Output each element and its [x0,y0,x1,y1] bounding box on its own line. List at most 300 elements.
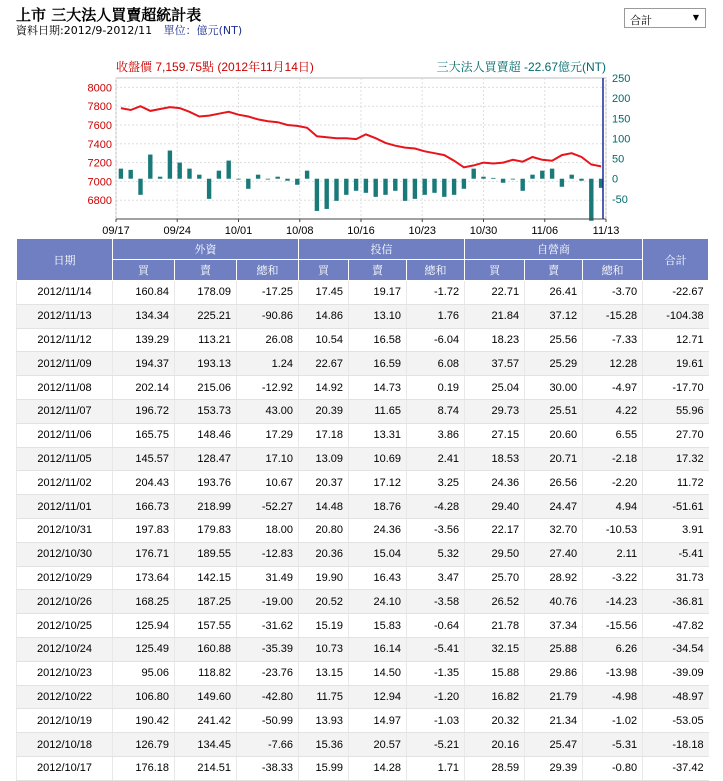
right-tick-label: 250 [612,73,631,85]
flow-bar [550,169,554,179]
row-cell: -7.66 [237,733,299,757]
row-cell: 11.75 [299,685,349,709]
row-cell: 106.80 [113,685,175,709]
row-cell: 13.10 [349,304,407,328]
flow-bar [158,177,162,179]
row-cell: 10.73 [299,637,349,661]
row-cell: 1.76 [407,304,465,328]
flow-bar [491,178,495,179]
row-cell: 20.39 [299,399,349,423]
row-cell: 149.60 [175,685,237,709]
row-cell: -0.64 [407,614,465,638]
flow-bar [501,179,505,183]
investor-type-select[interactable] [624,8,706,28]
row-cell: 27.40 [525,542,583,566]
row-cell: 12.71 [643,328,709,352]
row-cell: 95.06 [113,661,175,685]
stats-table [16,238,709,781]
row-cell: 19.17 [349,281,407,305]
row-cell: -0.80 [583,756,643,780]
row-cell: 218.99 [175,495,237,519]
row-cell: -15.56 [583,614,643,638]
x-tick-label: 10/23 [408,225,437,234]
row-cell: 6.26 [583,637,643,661]
flow-bar [344,179,348,195]
row-cell: -90.86 [237,304,299,328]
row-cell: 194.37 [113,352,175,376]
flow-bar [589,179,593,221]
row-cell: 25.70 [465,566,525,590]
row-cell: -19.00 [237,590,299,614]
row-cell: 139.29 [113,328,175,352]
row-cell: -13.98 [583,661,643,685]
left-tick-label: 7400 [87,138,112,151]
flow-bar [217,171,221,179]
row-cell: 128.47 [175,447,237,471]
row-cell: 4.22 [583,399,643,423]
row-date: 2012/10/22 [17,685,113,709]
row-cell: 5.32 [407,542,465,566]
table-row [17,471,709,495]
row-cell: 20.32 [465,709,525,733]
table-row [17,447,709,471]
col-foreign-net: 總和 [237,260,299,281]
table-row [17,756,709,780]
table-row [17,637,709,661]
flow-bar [197,175,201,179]
flow-bar [276,177,280,179]
row-cell: -42.80 [237,685,299,709]
table-row [17,590,709,614]
left-tick-label: 7200 [87,157,112,170]
flow-bar [423,179,427,195]
price-label: 收盤價 7,159.75點 (2012年11月14日) [116,60,314,74]
table-row [17,542,709,566]
row-date: 2012/10/18 [17,733,113,757]
flow-bar [481,177,485,179]
flow-bar [187,169,191,179]
row-cell: 28.59 [465,756,525,780]
row-cell: 17.29 [237,423,299,447]
row-cell: -34.54 [643,637,709,661]
row-cell: 43.00 [237,399,299,423]
row-cell: 16.82 [465,685,525,709]
row-cell: -51.61 [643,495,709,519]
col-trust-sell: 賣 [349,260,407,281]
row-cell: 29.39 [525,756,583,780]
row-date: 2012/11/01 [17,495,113,519]
row-cell: 21.34 [525,709,583,733]
row-date: 2012/10/26 [17,590,113,614]
row-cell: 21.78 [465,614,525,638]
stats-table-body [17,281,709,781]
flow-bar [521,179,525,191]
row-cell: 24.36 [465,471,525,495]
row-cell: 26.56 [525,471,583,495]
flow-bar [393,179,397,191]
x-tick-label: 10/16 [347,225,375,234]
flow-bar [246,179,250,189]
row-cell: 18.23 [465,328,525,352]
row-cell: 25.47 [525,733,583,757]
row-cell: -48.97 [643,685,709,709]
row-cell: 17.12 [349,471,407,495]
col-foreign-buy: 買 [113,260,175,281]
row-cell: 145.57 [113,447,175,471]
row-cell: -52.27 [237,495,299,519]
row-cell: 173.64 [113,566,175,590]
row-cell: 13.15 [299,661,349,685]
left-tick-label: 7800 [87,101,112,114]
row-cell: -23.76 [237,661,299,685]
col-dealer-net: 總和 [583,260,643,281]
row-cell: 12.28 [583,352,643,376]
row-cell: 37.34 [525,614,583,638]
row-cell: 165.75 [113,423,175,447]
row-cell: 29.86 [525,661,583,685]
row-cell: 11.72 [643,471,709,495]
table-row [17,399,709,423]
row-cell: 10.67 [237,471,299,495]
row-cell: 6.55 [583,423,643,447]
row-cell: -38.33 [237,756,299,780]
row-cell: 8.74 [407,399,465,423]
row-date: 2012/11/09 [17,352,113,376]
row-cell: 31.49 [237,566,299,590]
flow-bar [207,179,211,199]
row-cell: 21.84 [465,304,525,328]
row-cell: -53.05 [643,709,709,733]
row-cell: 134.34 [113,304,175,328]
row-cell: 29.50 [465,542,525,566]
row-cell: -3.58 [407,590,465,614]
row-cell: -14.23 [583,590,643,614]
row-cell: -35.39 [237,637,299,661]
flow-bar [138,179,142,195]
row-cell: 19.61 [643,352,709,376]
table-row [17,328,709,352]
row-cell: 29.40 [465,495,525,519]
row-cell: 13.09 [299,447,349,471]
col-trust: 投信 [299,239,465,260]
row-cell: 20.52 [299,590,349,614]
row-date: 2012/11/02 [17,471,113,495]
row-cell: 29.73 [465,399,525,423]
row-cell: 0.19 [407,376,465,400]
row-cell: 160.88 [175,637,237,661]
row-cell: -12.83 [237,542,299,566]
row-cell: 214.51 [175,756,237,780]
row-cell: 18.53 [465,447,525,471]
row-cell: 13.31 [349,423,407,447]
row-cell: 190.42 [113,709,175,733]
row-cell: -1.02 [583,709,643,733]
flow-bar [227,161,231,179]
row-cell: 19.90 [299,566,349,590]
row-cell: 16.58 [349,328,407,352]
row-cell: 204.43 [113,471,175,495]
row-cell: 126.79 [113,733,175,757]
page-title: 上市 三大法人買賣超統計表 [16,6,202,24]
x-tick-label: 09/17 [102,225,130,234]
col-dealer-buy: 買 [465,260,525,281]
row-date: 2012/11/07 [17,399,113,423]
row-cell: -17.70 [643,376,709,400]
flow-bar [178,163,182,179]
row-cell: 22.67 [299,352,349,376]
row-date: 2012/11/05 [17,447,113,471]
flow-bar [403,179,407,201]
table-row [17,423,709,447]
row-cell: 187.25 [175,590,237,614]
flow-bar [236,179,240,180]
row-date: 2012/10/19 [17,709,113,733]
flow-bar [119,169,123,179]
row-cell: 20.36 [299,542,349,566]
row-cell: 118.82 [175,661,237,685]
row-cell: 134.45 [175,733,237,757]
row-cell: -37.42 [643,756,709,780]
table-row [17,709,709,733]
col-foreign: 外資 [113,239,299,260]
col-dealer: 自營商 [465,239,643,260]
row-cell: 15.83 [349,614,407,638]
row-cell: 17.18 [299,423,349,447]
row-cell: -5.21 [407,733,465,757]
unit-label: 單位：億元(NT) [163,24,243,37]
row-cell: -104.38 [643,304,709,328]
row-cell: -39.09 [643,661,709,685]
flow-bar [413,179,417,199]
row-cell: -47.82 [643,614,709,638]
row-cell: 176.18 [113,756,175,780]
flow-bar [305,171,309,179]
row-cell: 11.65 [349,399,407,423]
date-range-line [16,22,242,38]
row-date: 2012/11/12 [17,328,113,352]
row-cell: 22.17 [465,518,525,542]
row-cell: 24.10 [349,590,407,614]
row-cell: 21.79 [525,685,583,709]
row-cell: -36.81 [643,590,709,614]
col-date: 日期 [17,239,113,281]
row-cell: 37.12 [525,304,583,328]
flow-bar [266,179,270,180]
table-row [17,352,709,376]
flow-bar [570,175,574,179]
x-tick-label: 11/13 [592,225,620,234]
row-cell: 16.14 [349,637,407,661]
x-tick-label: 10/08 [285,225,314,234]
row-cell: 20.16 [465,733,525,757]
table-row [17,518,709,542]
chevron-down-icon[interactable]: ▼ [692,13,699,22]
left-tick-label: 8000 [87,82,112,95]
row-date: 2012/11/14 [17,281,113,305]
row-date: 2012/11/13 [17,304,113,328]
row-cell: 14.48 [299,495,349,519]
flow-bar [374,179,378,197]
row-cell: 18.00 [237,518,299,542]
table-row [17,281,709,305]
row-cell: 197.83 [113,518,175,542]
flow-bar [442,179,446,197]
right-tick-label: 50 [612,153,625,166]
row-cell: 20.60 [525,423,583,447]
row-cell: -6.04 [407,328,465,352]
row-cell: 196.72 [113,399,175,423]
flow-bar [472,169,476,179]
row-cell: 18.76 [349,495,407,519]
row-cell: 148.46 [175,423,237,447]
row-cell: 24.47 [525,495,583,519]
flow-bar [334,179,338,201]
row-cell: -3.22 [583,566,643,590]
row-cell: 15.19 [299,614,349,638]
row-cell: -5.41 [407,637,465,661]
row-cell: 189.55 [175,542,237,566]
row-cell: 157.55 [175,614,237,638]
row-cell: 202.14 [113,376,175,400]
row-cell: 193.13 [175,352,237,376]
row-cell: 28.92 [525,566,583,590]
row-cell: 113.21 [175,328,237,352]
left-tick-label: 6800 [87,195,112,208]
row-cell: 178.09 [175,281,237,305]
row-date: 2012/11/06 [17,423,113,447]
row-cell: 166.73 [113,495,175,519]
row-cell: 24.36 [349,518,407,542]
row-cell: -4.97 [583,376,643,400]
row-cell: 27.70 [643,423,709,447]
flow-bar [168,151,172,179]
row-cell: -12.92 [237,376,299,400]
x-tick-label: 09/24 [163,225,192,234]
row-date: 2012/10/23 [17,661,113,685]
row-cell: 168.25 [113,590,175,614]
col-total: 合計 [643,239,709,281]
row-cell: 14.28 [349,756,407,780]
flow-bar [462,179,466,189]
row-cell: 20.57 [349,733,407,757]
x-tick-label: 10/30 [469,225,498,234]
row-cell: 225.21 [175,304,237,328]
row-cell: 14.92 [299,376,349,400]
row-cell: 15.99 [299,756,349,780]
row-date: 2012/10/25 [17,614,113,638]
right-tick-label: 0 [612,173,619,186]
row-cell: 22.71 [465,281,525,305]
row-cell: 25.04 [465,376,525,400]
col-trust-buy: 買 [299,260,349,281]
row-date: 2012/10/31 [17,518,113,542]
row-cell: 125.94 [113,614,175,638]
flow-bar [295,179,299,185]
flow-bar [511,179,515,180]
row-cell: -1.03 [407,709,465,733]
row-cell: 3.91 [643,518,709,542]
row-cell: 16.59 [349,352,407,376]
flow-bar [148,155,152,179]
row-cell: -2.18 [583,447,643,471]
stats-table-wrap [16,238,708,781]
row-cell: -18.18 [643,733,709,757]
row-cell: 30.00 [525,376,583,400]
right-tick-label: 100 [612,133,631,146]
flow-bar [256,175,260,179]
row-cell: 25.51 [525,399,583,423]
row-cell: 125.49 [113,637,175,661]
flow-bar [325,179,329,209]
row-cell: 13.93 [299,709,349,733]
table-row [17,733,709,757]
row-cell: 179.83 [175,518,237,542]
row-date: 2012/10/29 [17,566,113,590]
row-cell: 3.25 [407,471,465,495]
row-cell: 26.52 [465,590,525,614]
row-date: 2012/10/24 [17,637,113,661]
col-trust-net: 總和 [407,260,465,281]
row-cell: 6.08 [407,352,465,376]
row-cell: 27.15 [465,423,525,447]
table-row [17,614,709,638]
row-cell: -4.98 [583,685,643,709]
table-row [17,661,709,685]
row-cell: 17.32 [643,447,709,471]
left-tick-label: 7600 [87,120,112,132]
row-cell: 20.80 [299,518,349,542]
row-cell: 1.71 [407,756,465,780]
table-row [17,566,709,590]
chart-grid [116,78,606,219]
col-dealer-sell: 賣 [525,260,583,281]
row-cell: 17.45 [299,281,349,305]
row-cell: -1.20 [407,685,465,709]
row-cell: 3.86 [407,423,465,447]
row-cell: -3.70 [583,281,643,305]
flow-label: 三大法人買賣超 -22.67億元(NT) [436,60,606,74]
row-cell: 26.08 [237,328,299,352]
row-cell: 25.88 [525,637,583,661]
row-cell: -22.67 [643,281,709,305]
row-cell: 14.86 [299,304,349,328]
row-cell: -50.99 [237,709,299,733]
row-cell: 176.71 [113,542,175,566]
row-cell: 14.50 [349,661,407,685]
row-cell: -15.28 [583,304,643,328]
row-cell: -7.33 [583,328,643,352]
flow-bar [383,179,387,195]
x-tick-label: 10/01 [224,225,253,234]
investor-type-value: 合計 [630,14,652,27]
flow-bar [129,170,133,179]
row-cell: -1.72 [407,281,465,305]
flow-bar [540,171,544,179]
col-foreign-sell: 賣 [175,260,237,281]
row-cell: 25.56 [525,328,583,352]
flow-bar [452,179,456,195]
row-cell: -10.53 [583,518,643,542]
row-cell: -4.28 [407,495,465,519]
row-cell: 31.73 [643,566,709,590]
row-cell: 1.24 [237,352,299,376]
row-cell: 2.11 [583,542,643,566]
flow-bar [579,179,583,181]
row-cell: -1.35 [407,661,465,685]
row-cell: 15.36 [299,733,349,757]
row-cell: 14.73 [349,376,407,400]
row-cell: 17.10 [237,447,299,471]
